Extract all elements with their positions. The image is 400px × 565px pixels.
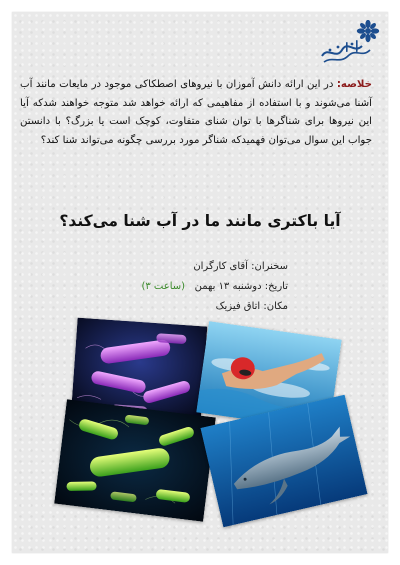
place-line: مکان: اتاق فیزیک	[215, 301, 288, 312]
date-text: تاریخ: دوشنبه ۱۳ بهمن	[194, 281, 288, 292]
logo-emblem	[318, 20, 380, 66]
poster	[12, 12, 388, 553]
abstract-label: خلاصه:	[336, 79, 372, 90]
event-info	[88, 257, 288, 317]
abstract-paragraph	[20, 76, 372, 150]
date-line	[88, 277, 288, 297]
green-bacteria-image	[54, 399, 216, 521]
school-logo	[318, 20, 380, 66]
time-text: (ساعت ۳)	[141, 281, 186, 292]
speaker-line: سخنران: آقای کارگران	[193, 261, 288, 272]
poster-title: آیا باکتری مانند ما در آب شنا می‌کند؟	[59, 212, 341, 230]
abstract-body: در این ارائه دانش آموزان با نیروهای اصطکاکی موجود در مایعات مانند آب آشنا می‌شوند و با استفاده از مفاهیمی که ارائه خواهد شد متوجه خواهند شدکه آیا این نیروها برای شناگرها با توان شنای متفاوت، کوچک است یا بزرگ؟ با دانستن جواب این سوال می‌توان فهمیدکه شناگر مورد بررسی چگونه می‌تواند شنا کند؟	[20, 79, 372, 146]
